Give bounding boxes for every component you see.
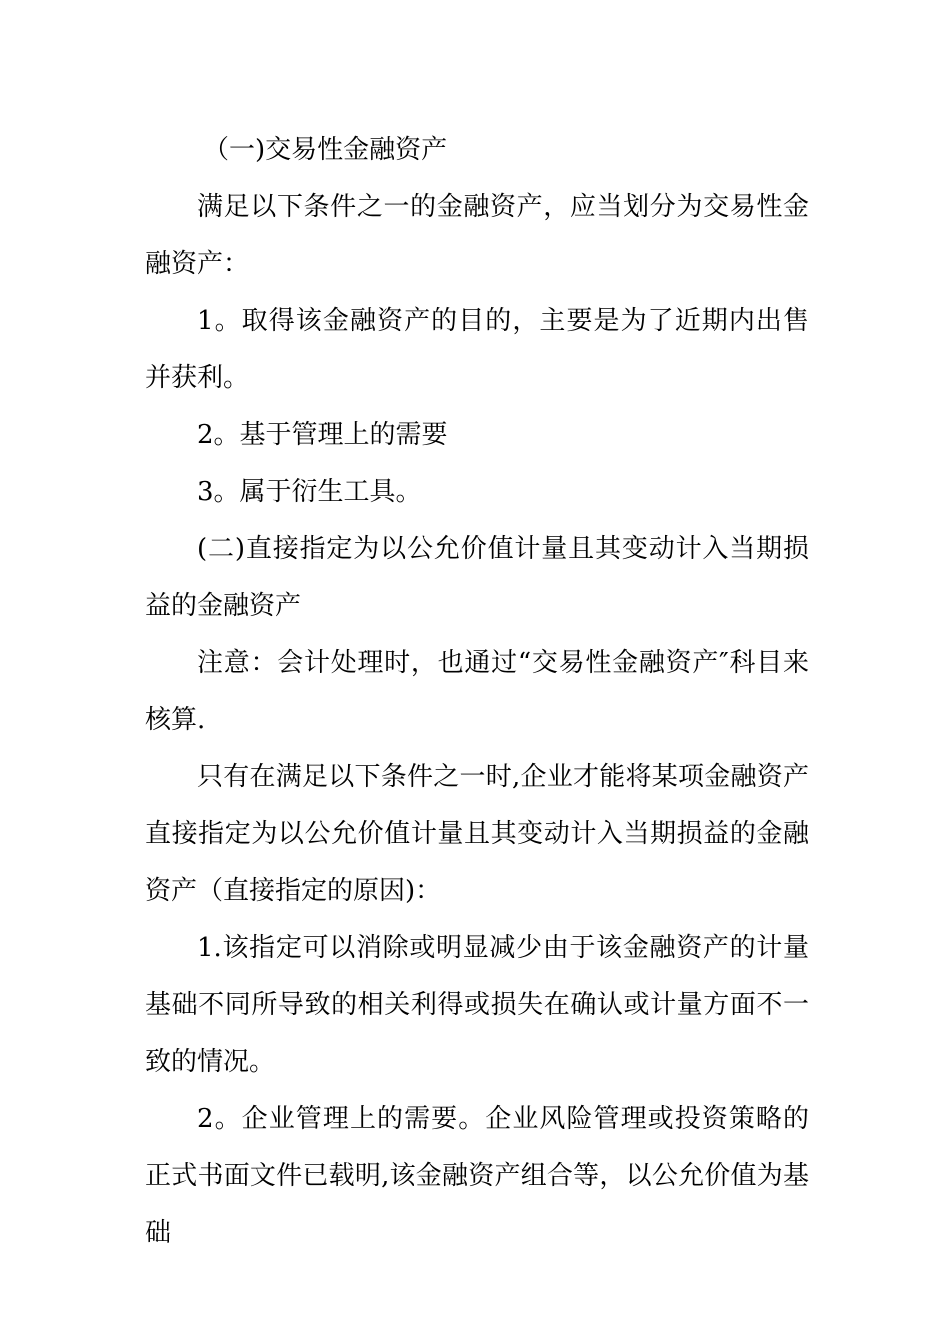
designation-item-1: 1.该指定可以消除或明显减少由于该金融资产的计量基础不同所导致的相关利得或损失在确认或计量方面不一致的情况。 (145, 933, 809, 1077)
paragraph-conditions-intro: 满足以下条件之一的金融资产，应当划分为交易性金融资产： (145, 192, 809, 279)
paragraph-note: 注意：会计处理时，也通过“交易性金融资产″科目来核算. (145, 648, 809, 735)
section-heading-designated-assets: (二)直接指定为以公允价值计量且其变动计入当期损益的金融资产 (145, 534, 809, 621)
paragraph-designation-conditions: 只有在满足以下条件之一时,企业才能将某项金融资产直接指定为以公允价值计量且其变动计入当期损益的金融资产（直接指定的原因)： (145, 762, 809, 906)
list-item-3: 3。属于衍生工具。 (197, 477, 422, 507)
document-body (145, 122, 809, 1262)
section-heading-trading-assets: （一)交易性金融资产 (203, 135, 448, 165)
list-item-1: 1。取得该金融资产的目的，主要是为了近期内出售并获利。 (145, 306, 809, 393)
designation-item-2: 2。企业管理上的需要。企业风险管理或投资策略的正式书面文件已载明,该金融资产组合等，以公允价值为基础 (145, 1104, 809, 1248)
list-item-2: 2。基于管理上的需要 (197, 420, 448, 450)
